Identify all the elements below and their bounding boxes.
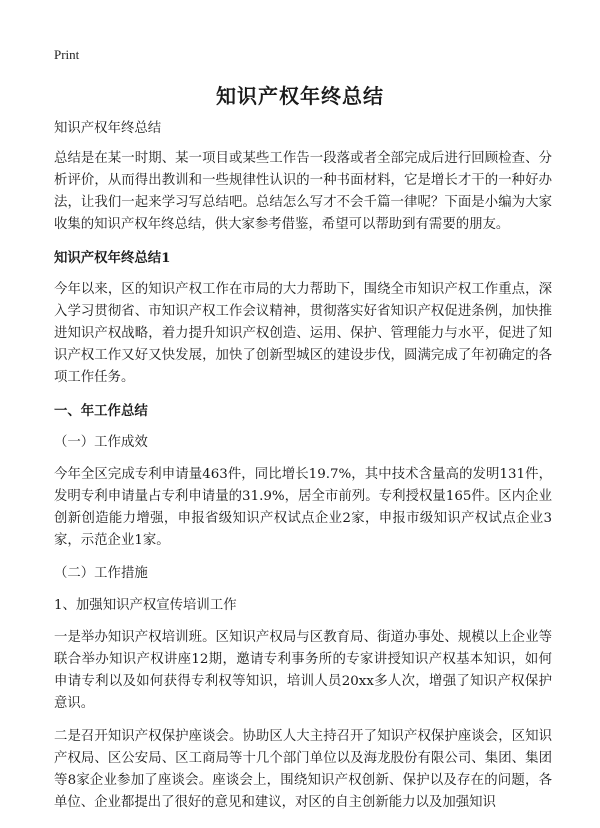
results-subheading: （一）工作成效 (54, 435, 148, 450)
print-link[interactable]: Print (54, 47, 80, 62)
document-subtitle: 知识产权年终总结 (54, 121, 162, 136)
measure-paragraph-1: 一是举办知识产权培训班。区知识产权局与区教育局、街道办事处、规模以上企业等联合举办知识产权讲座12期，邀请专利事务所的专家讲授知识产权基本知识，如何申请专利以及如何获得专利权等知识，培训人员20xx多人次，增强了知识产权保护意识。 (54, 630, 552, 711)
document-body (54, 118, 552, 825)
results-paragraph: 今年全区完成专利申请量463件，同比增长19.7%，其中技术含量高的发明131件，发明专利申请量占专利申请量的31.9%，居全市前列。专利授权量165件。区内企业创新创造能力增强，申报省级知识产权试点企业2家，申报市级知识产权试点企业3家，示范企业1家。 (54, 467, 552, 548)
measure-title: 1、加强知识产权宣传培训工作 (54, 598, 237, 613)
page-title: 知识产权年终总结 (216, 84, 384, 108)
year-work-heading: 一、年工作总结 (54, 403, 148, 419)
measure-paragraph-2: 二是召开知识产权保护座谈会。协助区人大主持召开了知识产权保护座谈会，区知识产权局、区公安局、区工商局等十几个部门单位以及海龙股份有限公司、集团、集团等8家企业参加了座谈会。座谈会上，围绕知识产权创新、保护以及存在的问题，各单位、企业都提出了很好的意见和建议，对区的自主创新能力以及加强知识 (54, 729, 552, 810)
section-heading: 知识产权年终总结1 (54, 250, 171, 266)
measures-subheading: （二）工作措施 (54, 566, 148, 581)
section-paragraph: 今年以来，区的知识产权工作在市局的大力帮助下，围绕全市知识产权工作重点，深入学习贯彻省、市知识产权工作会议精神，贯彻落实好省知识产权促进条例，加快推进知识产权战略，着力提升知识产权创造、运用、保护、管理能力与水平，促进了知识产权工作又好又快发展，加快了创新型城区的建设步伐，圆满完成了年初确定的各项工作任务。 (54, 282, 552, 385)
intro-paragraph: 总结是在某一时期、某一项目或某些工作告一段落或者全部完成后进行回顾检查、分析评价，从而得出教训和一些规律性认识的一种书面材料，它是增长才干的一种好办法，让我们一起来学习写总结吧。总结怎么写才不会千篇一律呢？下面是小编为大家收集的知识产权年终总结，供大家参考借鉴，希望可以帮助到有需要的朋友。 (54, 151, 552, 232)
